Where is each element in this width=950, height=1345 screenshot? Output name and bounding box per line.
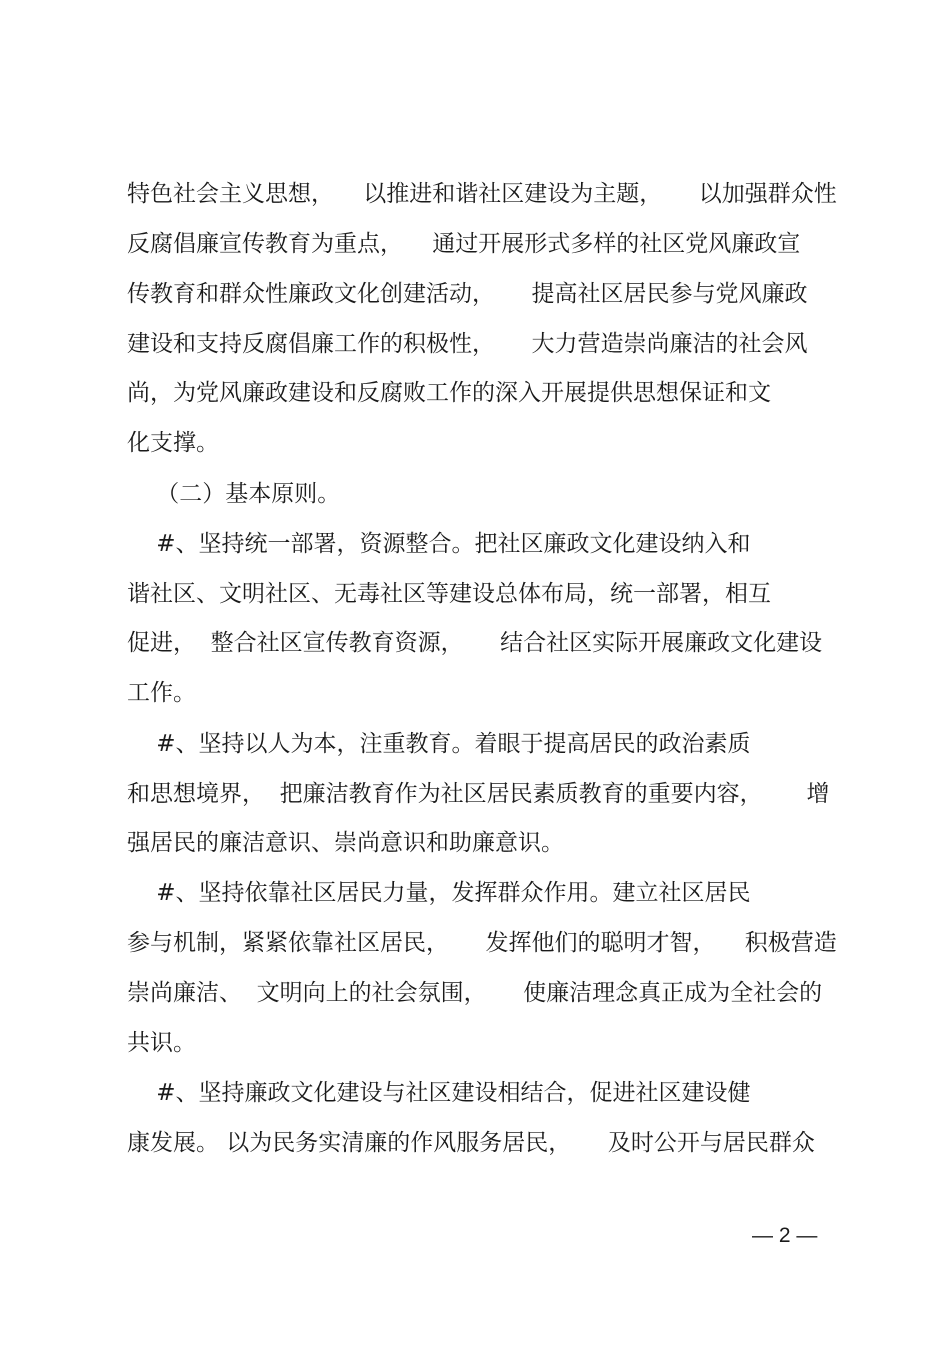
text-line: 崇尚廉洁、 文明向上的社会氛围， 使廉洁理念真正成为全社会的 xyxy=(127,980,823,1006)
text-line: 传教育和群众性廉政文化创建活动， 提高社区居民参与党风廉政 xyxy=(127,281,808,307)
text-line: 促进， 整合社区宣传教育资源， 结合社区实际开展廉政文化建设 xyxy=(127,630,823,656)
text-line: 强居民的廉洁意识、崇尚意识和助廉意识。 xyxy=(127,830,564,856)
text-line: #、坚持依靠社区居民力量，发挥群众作用。建立社区居民 xyxy=(127,880,751,906)
text-line: 特色社会主义思想， 以推进和谐社区建设为主题， 以加强群众性 xyxy=(127,181,837,207)
text-line: #、坚持统一部署，资源整合。把社区廉政文化建设纳入和 xyxy=(127,531,751,557)
text-line: 和思想境界， 把廉洁教育作为社区居民素质教育的重要内容， 增 xyxy=(127,781,830,807)
text-line: #、坚持以人为本，注重教育。着眼于提高居民的政治素质 xyxy=(127,731,751,757)
text-line: 反腐倡廉宣传教育为重点， 通过开展形式多样的社区党风廉政宣 xyxy=(127,231,801,257)
text-line: 康发展。 以为民务实清廉的作风服务居民， 及时公开与居民群众 xyxy=(127,1130,815,1156)
text-line: #、坚持廉政文化建设与社区建设相结合，促进社区建设健 xyxy=(127,1080,751,1106)
section-heading: （二）基本原则。 xyxy=(127,481,341,507)
text-line: 化支撑。 xyxy=(127,430,219,456)
text-line: 参与机制，紧紧依靠社区居民， 发挥他们的聪明才智， 积极营造 xyxy=(127,930,837,956)
text-line: 共识。 xyxy=(127,1030,196,1056)
text-line: 尚，为党风廉政建设和反腐败工作的深入开展提供思想保证和文 xyxy=(127,380,771,406)
text-line: 谐社区、文明社区、无毒社区等建设总体布局，统一部署，相互 xyxy=(127,581,771,607)
text-line: 建设和支持反腐倡廉工作的积极性， 大力营造崇尚廉洁的社会风 xyxy=(127,331,808,357)
page-number: — 2 — xyxy=(752,1224,818,1247)
text-line: 工作。 xyxy=(127,680,196,706)
